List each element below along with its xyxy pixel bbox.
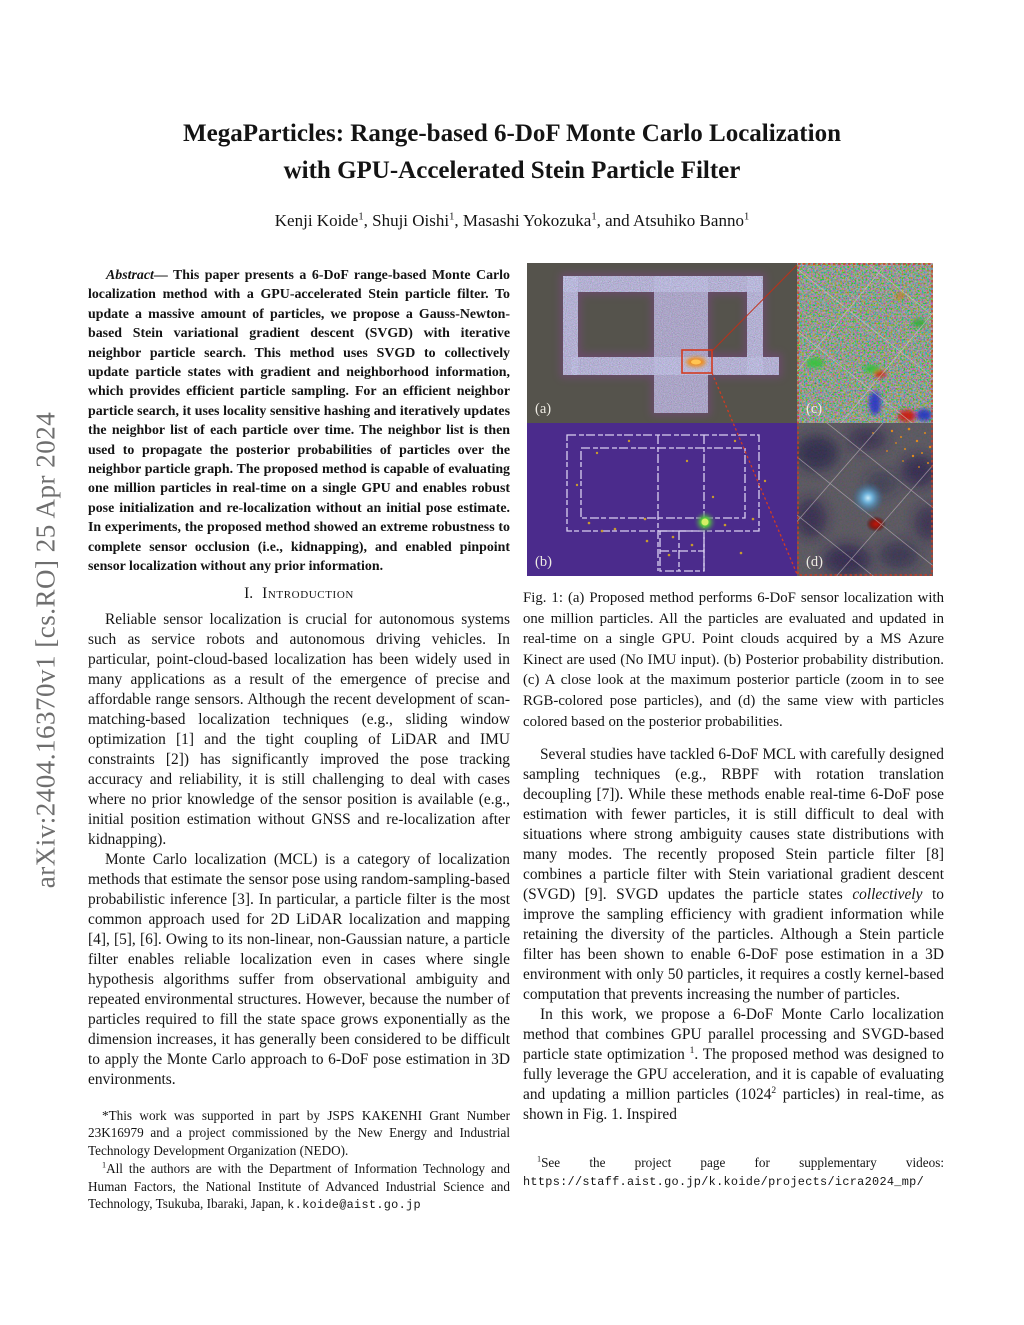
- rgb-particles-view: [797, 263, 933, 423]
- panel-label-c: (c): [806, 401, 823, 417]
- related-paragraph: Several studies have tackled 6-DoF MCL with carefully designed sampling techniques (e.g., RBPF with rotation translation decoupling [7]). While these methods enable real-time 6-DoF pose estimation with fewer particles, it is still difficult to deal with situations where strong ambiguity causes state distributions with many modes. The recently proposed Stein particle filter [8] combines a particle filter with Stein variational gradient descent (SVGD) [9]. SVGD updates the particle states collectively to improve the sampling efficiency with gradient information while retaining the diversity of the particles. Although a Stein particle filter has been shown to enable 6-DoF pose estimation in a 3D environment with only 50 particles, it requires a costly kernel-based computation that prevents increasing the number of particles.: [523, 746, 944, 1004]
- abstract-text: This paper presents a 6-DoF range-based Monte Carlo localization method with a GPU-accelerated Stein particle filter. To update a massive amount of particles, we propose a Gauss-Newton-based Stein variational gradient descent (SVGD) with iterative neighbor particle search. This method uses SVGD to collectively update particle states with gradient and neighborhood information, which provides efficient particle sampling. For an efficient neighbor particle search, it uses locality sensitive hashing and iteratively updates the neighbor list of each particle over time. The neighbor list is then used to propagate the posterior probabilities of particles over the neighbor particle graph. The proposed method is capable of evaluating one million particles in real-time on a single GPU and enables robust pose initialization and re-localization without an initial pose estimate. In experiments, the proposed method showed an extreme robustness to complete sensor occlusion (i.e., kidnapping), and enabled pinpoint sensor localization without any prior information.: [88, 268, 510, 575]
- pointcloud-map-colored: [527, 263, 797, 423]
- figure-panel-b: [527, 423, 797, 576]
- author-4: Atsuhiko Banno$^1$: [632, 211, 750, 230]
- contribution-paragraph: In this work, we propose a 6-DoF Monte Carlo localization method that combines GPU parallel processing and SVGD-based particle state optimization $^1$. The proposed method was designed to fully leverage the GPU acceleration, and it is capable of evaluating and updating a million particles (1024$^2$ particles) in real-time, as shown in Fig. 1. Inspired: [523, 1006, 944, 1124]
- authors-line: [0, 211, 1024, 231]
- intro-paragraph-1: Reliable sensor localization is crucial for autonomous systems such as service robots and autonomous driving vehicles. In particular, point-cloud-based localization has been widely used in many applications as a result of the emergence of precise and affordable range sensors. Although the recent development of scan-matching-based localization techniques (e.g., sliding window optimization [1] and the tight coupling of LiDAR and IMU constraints [2]) has significantly improved the pose tracking accuracy and reliability, it is still challenging to deal with cases where no prior knowledge of the sensor position is available (e.g., initial position estimation without GNSS and re-localization after kidnapping).: [88, 610, 510, 848]
- author-2: Shuji Oishi$^1$,: [372, 211, 463, 230]
- project-url-link[interactable]: https://staff.aist.go.jp/k.koide/projects/icra2024_mp/: [523, 1174, 925, 1189]
- intro-paragraph-2: Monte Carlo localization (MCL) is a category of localization methods that estimate the sensor pose using random-sampling-based probabilistic inference [3]. In particular, a particle filter is the most common approach used for 2D LiDAR localization and mapping [4], [5], [6]. Owing to its non-linear, non-Gaussian nature, a particle filter enables reliable localization even in cases where single hypothesis algorithms suffer from observational ambiguity and repeated environmental structures. However, because the number of particles required to fill the state space grows exponentially as the dimension increases, it has generally been considered to be difficult to apply the Monte Carlo approach to 6-DoF pose estimation in 3D environments.: [88, 850, 510, 1088]
- low-posterior-blob: [866, 516, 886, 532]
- figure-panel-a: [527, 263, 797, 423]
- panel-label-a: (a): [535, 401, 552, 417]
- project-page-footnote: $^1$See the project page for supplementary videos: https://staff.aist.go.jp/k.koide/projects/icra2024_mp/: [523, 1154, 944, 1189]
- max-posterior-glow-cyan: [852, 482, 884, 514]
- posterior-distribution-map: [527, 423, 797, 576]
- paper-title: [0, 115, 1024, 189]
- author-3: Masashi Yokozuka$^1$, and: [462, 211, 633, 230]
- figure-panel-c: [797, 263, 933, 423]
- abstract-label: Abstract: [106, 268, 154, 283]
- panel-label-b: (b): [535, 554, 552, 570]
- author-email-link[interactable]: k.koide@aist.go.jp: [287, 1198, 421, 1213]
- section-heading-introduction: I. Introduction: [244, 584, 354, 602]
- left-footnotes: [88, 1107, 510, 1216]
- paper-title-line2: with GPU-Accelerated Stein Particle Filter: [283, 157, 741, 184]
- abstract: Abstract— This paper presents a 6-DoF range-based Monte Carlo localization method with a GPU-accelerated Stein particle filter. To update a massive amount of particles, we propose a Gauss-Newton-based Stein variational gradient descent (SVGD) with iterative neighbor particle search. This method uses SVGD to collectively update particle states with gradient and neighborhood information, which provides efficient particle sampling. For an efficient neighbor particle search, it uses locality sensitive hashing and iteratively updates the neighbor list of each particle over time. The neighbor list is then used to propagate the posterior probabilities of particles over the neighbor particle graph. The proposed method is capable of evaluating one million particles in real-time on a single GPU and enables robust pose initialization and re-localization without an initial pose estimate. In experiments, the proposed method showed an extreme robustness to complete sensor occlusion (i.e., kidnapping), and enabled pinpoint sensor localization without any prior information.: [88, 268, 510, 575]
- left-column: [88, 266, 510, 1215]
- panel-label-d: (d): [806, 554, 823, 570]
- author-1: Kenji Koide$^1$,: [274, 211, 373, 230]
- figure-1-caption: Fig. 1: (a) Proposed method performs 6-DoF sensor localization with one million particles. All the particles are evaluated and updated in real-time on a single GPU. Point clouds acquired by a MS Azure Kinect are used (No IMU input). (b) Posterior probability distribution. (c) A close look at the maximum posterior particle (zoom in to see RGB-colored pose particles), and (d) the same view with particles colored based on the posterior probabilities.: [523, 590, 944, 730]
- right-column: [523, 263, 944, 1192]
- figure-1: [527, 263, 933, 576]
- funding-footnote: *This work was supported in part by JSPS KAKENHI Grant Number 23K16979 and a project commissioned by the New Energy and Industrial Technology Development Organization (NEDO).: [88, 1107, 510, 1159]
- arxiv-watermark: arXiv:2404.16370v1 [cs.RO] 25 Apr 2024: [30, 411, 61, 889]
- paper-title-line1: MegaParticles: Range-based 6-DoF Monte Carlo Localization: [183, 120, 841, 147]
- affiliation-footnote: $^1$All the authors are with the Department of Information Technology and Human Factors, the National Institute of Advanced Industrial Science and Technology, Tsukuba, Ibaraki, Japan, k.koide@aist.go.jp: [88, 1160, 510, 1213]
